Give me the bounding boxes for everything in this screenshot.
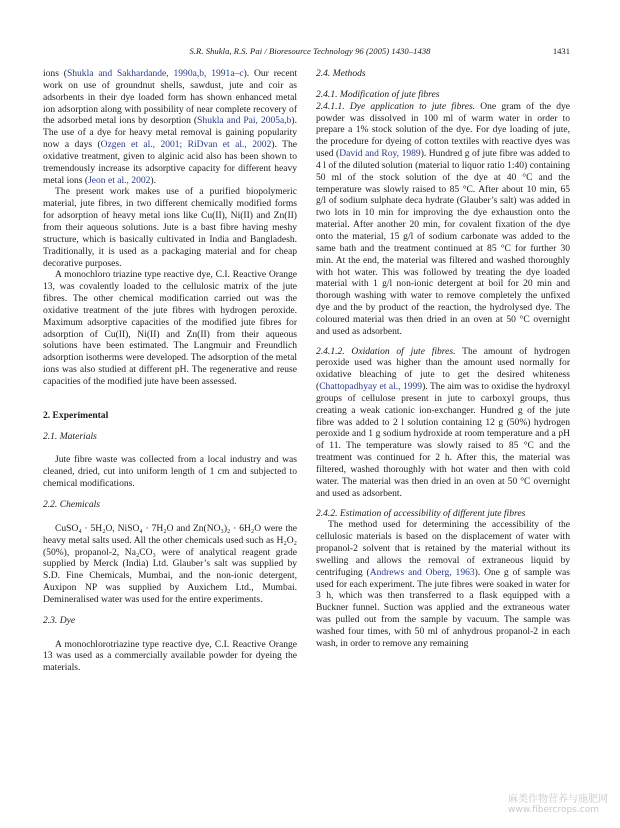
section-heading: 2.3. Dye [43, 614, 76, 626]
section-heading: 2.4. Methods [316, 68, 366, 79]
body-text: One gram of the dye powder was dissolved in 100 ml of warm water in order to prepare a 1% stock solution of the dye. For dye loading of jute, the procedure for dyeing of cotton textiles with reactive dyes was used ( [316, 100, 570, 160]
section-heading: 2. Experimental [43, 409, 109, 421]
watermark-url: www.fibercrops.com [508, 805, 599, 815]
body-text: The present work makes use of a purified biopolymeric material, jute fibres, in two different chemically modified forms for adsorption of heavy metal ions like Cu(II), Ni(II) and Zn(II) from their aqueous solutions. Jute is a bast fibre having meshy structure, which is basically cultivated in India and Bangladesh. Traditionally, it is used as a packaging material and for cheap decorative purposes. [43, 186, 297, 269]
body-text: The amount of hydrogen peroxide used was higher than the amount used normally for oxidative bleaching of jute to get the desired whiteness ( [316, 345, 570, 393]
body-text: ions ( [43, 68, 67, 79]
site-watermark [508, 794, 608, 816]
spacer [43, 490, 297, 499]
run-in-heading: 2.4.1.1. Dye application to jute fibres. [316, 100, 476, 112]
paragraph [43, 186, 297, 269]
citation-link[interactable]: Chattopadhyay et al., 1999 [319, 381, 423, 393]
left-column [43, 68, 297, 674]
spacer [43, 627, 297, 639]
body-text: ). Our recent work on use of groundnut shells, sawdust, jute and coir as adsorbents in their dye loaded form has shown enhanced metal ion adsorption along with possibility of near complete recovery of the adsorbed metal ions by desorption ( [43, 68, 298, 127]
section-heading: 2.4.1. Modification of jute fibres [316, 88, 440, 100]
body-text: ). The aim was to oxidise the hydroxyl groups of cellulose present in jute to carboxyl groups, thus creating a weak cationic ion-exchanger. Hundred g of the jute fibre was added to 2 l solution containing 12 g (50%) hydrogen peroxide and 1 g sodium hydroxide at room temperature and a pH of 11. The temperature was slowly raised to 85 °C and the treatment was continued for 2 h. After this, the material was filtered, washed thoroughly with hot water and then with cold water. The material was then dried in an oven at 50 °C overnight and used as adsorbent. [316, 381, 571, 499]
citation-link[interactable]: Andrews and Oberg, 1963 [369, 566, 475, 578]
paragraph [43, 523, 297, 606]
paragraph [43, 68, 297, 186]
spacer [316, 500, 570, 508]
paragraph [43, 454, 297, 490]
citation-link[interactable]: David and Roy, 1989 [339, 148, 421, 160]
page-number: 1431 [552, 46, 570, 56]
spacer [43, 511, 297, 523]
spacer [43, 422, 297, 431]
paragraph [316, 101, 570, 338]
run-in-heading: 2.4.1.2. Oxidation of jute fibres. [316, 345, 456, 357]
watermark-title: 麻类作物营养与施肥网 [508, 794, 608, 805]
body-text: ). [150, 174, 156, 186]
spacer [43, 606, 297, 615]
citation-link[interactable]: Shukla and Sakhardande, 1990a,b, 1991a–c [66, 68, 244, 79]
body-text: ). The use of a dye for heavy metal removal is gaining popularity now a days ( [43, 115, 297, 151]
section-heading: 2.4.2. Estimation of accessibility of different jute fibres [316, 507, 526, 519]
right-column [316, 68, 570, 650]
paragraph [43, 639, 297, 675]
spacer [43, 442, 297, 454]
body-text: Jute fibre waste was collected from a local industry and was cleaned, dried, cut into uniform length of 1 cm and subjected to chemical modifications. [43, 454, 297, 490]
spacer [316, 80, 570, 89]
running-head: S.R. Shukla, R.S. Pai / Bioresource Technology 96 (2005) 1430–1438 [189, 46, 431, 56]
citation-link[interactable]: Jeon et al., 2002 [88, 174, 151, 186]
body-text: A monochlorotriazine type reactive dye, C.I. Reactive Orange 13 was used as a commercially available powder for dyeing the materials. [43, 638, 297, 674]
running-header [0, 46, 620, 60]
section-heading: 2.2. Chemicals [43, 499, 101, 510]
paragraph [316, 519, 570, 649]
body-text: ). Hundred g of jute fibre was added to 4 l of the diluted solution (material to liquor ratio 1:40) containing 50 ml of the stock solution of the dye at 40 °C and the temperature was slowly raised to 85 °C. After about 10 min, 65 g/l of sodium sulphate deca hydrate (Glauber’s salt) was added in two lots in 10 min for improving the dye exhaustion onto the material. After another 20 min, for covalent fixation of the dye onto the material, 15 g/l of sodium carbonate was added to the same bath and the treatment continued at 85 °C for further 30 min. At the end, the material was filtered and washed thoroughly with hot water. This was followed by treating the dye loaded material with 1 g/l non-ionic detergent at boil for 20 min and thorough washing with water to remove completely the unfixed dye and the by product of the reaction, the hydrolysed dye. The coloured material was then dried in an oven at 50 °C overnight and used as adsorbent. [316, 148, 570, 337]
section-heading: 2.1. Materials [43, 430, 97, 442]
spacer [43, 388, 297, 410]
citation-link[interactable]: Shukla and Pai, 2005a,b [197, 115, 292, 127]
body-text: A monochloro triazine type reactive dye, C.I. Reactive Orange 13, was covalently loaded to the cellulosic matrix of the jute fibres. The other chemical modification carried out was the oxidative treatment of the jute fibres with hydrogen peroxide. Maximum adsorptive capacities of the modified jute fibres for adsorption of Cu(II), Ni(II) and Zn(II) from their aqueous solutions have been estimated. The Langmuir and Freundlich adsorption isotherms were developed. The adsorption of the metal ions was also studied at different pH. The regenerative and reuse capacities of the modified jute have been assessed. [43, 269, 297, 387]
paragraph [43, 269, 297, 387]
body-text: ). One g of sample was used for each experiment. The jute fibres were soaked in water for 3 h, which was then transferred to a flask equipped with a Buckner funnel. Suction was applied and the extraneous water was pulled out from the sample by vacuum. The sample was washed four times, with 50 ml of anhydrous propanol-2 in each wash, in order to remove any remaining [316, 566, 570, 649]
paragraph [316, 346, 570, 500]
body-text: The method used for determining the accessibility of the cellulosic materials is based on the displacement of water with propanol-2 solvent that is retained by the material without its swelling and allows the removal of extraneous liquid by centrifuging ( [316, 519, 570, 578]
spacer [316, 338, 570, 346]
citation-link[interactable]: Ozgen et al., 2001; RiDvan et al., 2002 [100, 139, 272, 151]
body-text: ). The oxidative treatment, given to alginic acid also has been shown to tremendously increase its adsorptive capacity for different heavy metal ions ( [43, 139, 297, 186]
body-text: CuSO₄ · 5H₂O, NiSO₄ · 7H₂O and Zn(NO₃)₂ · 6H₂O were the heavy metal salts used. All the other chemicals used such as H₂O₂ (50%), propanol-2, Na₂CO₃ were of analytical reagent grade supplied by Merck (India) Ltd. Glauber’s salt was supplied by S.D. Fine Chemicals, Mumbai, and the non-ionic detergent, Auxipon NP was supplied by Auxichem Ltd., Mumbai. Demineralised water was used for the entire experiments. [43, 522, 297, 605]
